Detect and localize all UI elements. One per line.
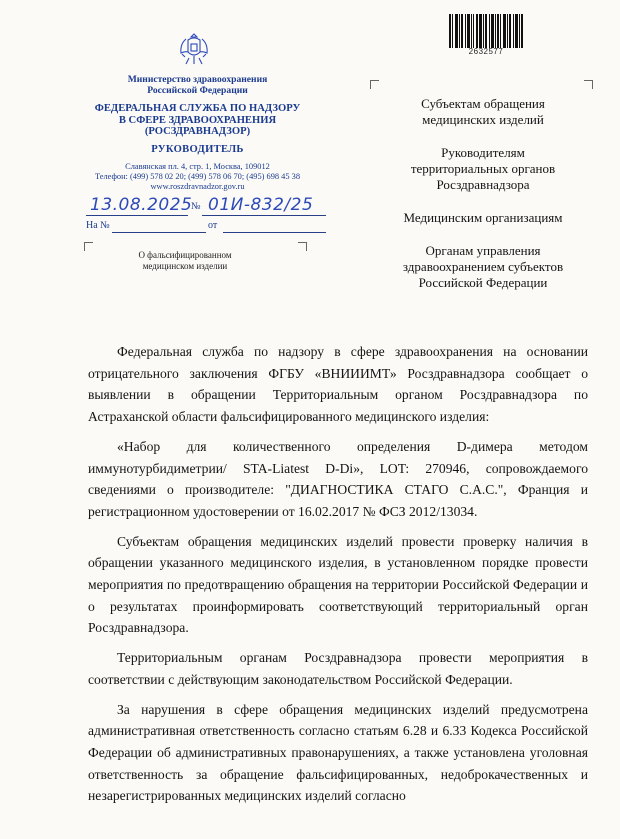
- addressee-bracket-left: [370, 80, 379, 89]
- addressee-line: медицинских изделий: [422, 112, 544, 127]
- body-paragraph-2: «Набор для количественного определения D-димера методом иммунотурбидиметрии/ STA-Liatest D-Di», LOT: 270946, сопровождаемого сведениями о производителе: "ДИАГНОСТИКА СТАГО С.А.С.", Франция и регистрационном удостоверении от 16.02.2017 № ФСЗ 2012/13034.: [88, 438, 588, 519]
- barcode: [449, 14, 523, 48]
- document-subject: [80, 250, 290, 272]
- handwritten-number: 01И-832/25: [208, 195, 314, 215]
- addressee-line: Российской Федерации: [418, 275, 548, 290]
- addressee-line: здравоохранением субъектов: [402, 259, 564, 274]
- service-line-2: В СФЕРЕ ЗДРАВООХРАНЕНИЯ: [118, 114, 277, 126]
- handwritten-date: 13.08.2025: [90, 195, 193, 215]
- body-paragraph-3: Субъектам обращения медицинских изделий провести проверку наличия в обращении указанного медицинского изделия, в установленном порядке провести мероприятия по предотвращению обращения на территории Российской Федерации и о результатах проинформировать соответствующий территориальный орган Росздравнадзора.: [88, 533, 588, 636]
- head-title: РУКОВОДИТЕЛЬ: [151, 143, 244, 155]
- service-name: [70, 103, 325, 138]
- barcode-number: 2632577: [468, 47, 504, 56]
- addressee-territorial-heads: [378, 145, 588, 193]
- address: Славянская пл. 4, стр. 1, Москва, 109012: [125, 161, 270, 171]
- addressee-medical-orgs: [378, 210, 588, 226]
- addressee-subjects: [378, 96, 588, 128]
- letterhead: [70, 74, 325, 192]
- website: www.roszdravnadzor.gov.ru: [150, 181, 245, 191]
- body-paragraph-4: Территориальным органам Росздравнадзора провести мероприятия в соответствии с действующим законодательством Российской Федерации.: [88, 650, 588, 687]
- addressee-line: Органам управления: [425, 243, 541, 258]
- addressee-line: Руководителям: [441, 145, 525, 160]
- reply-number-label: На №: [86, 220, 110, 231]
- addressee-line: Медицинским организациям: [403, 210, 563, 225]
- letter-body: [88, 341, 588, 815]
- registration-line: [86, 196, 326, 218]
- addressee-health-authorities: [378, 243, 588, 291]
- body-paragraph-5: За нарушения в сфере обращения медицинских изделий предусмотрена административная ответственность согласно статьям 6.28 и 6.33 Кодекса Российской Федерации об административных правонарушениях, а также установлена уголовная ответственность за обращение фальсифицированных, недоброкачественных и незарегистрированных медицинских изделий согласно: [88, 701, 588, 804]
- ministry-name: [70, 74, 325, 96]
- addressee-line: Субъектам обращения: [421, 96, 545, 111]
- addressee-block: [378, 96, 588, 308]
- subject-bracket-right: [298, 242, 307, 251]
- reply-from-label: от: [208, 220, 218, 231]
- addressee-line: Росздравнадзора: [436, 177, 530, 192]
- service-line-1: ФЕДЕРАЛЬНАЯ СЛУЖБА ПО НАДЗОРУ: [94, 103, 301, 114]
- phone: Телефон: (499) 578 02 20; (499) 578 06 70; (495) 698 45 38: [94, 171, 301, 181]
- ministry-line-1: Министерство здравоохранения: [127, 74, 268, 85]
- number-sign: №: [191, 201, 201, 212]
- coat-of-arms-emblem: [177, 30, 211, 70]
- body-paragraph-1: Федеральная служба по надзору в сфере здравоохранения на основании отрицательного заключения ФГБУ «ВНИИИМТ» Росздравнадзора сообщает о выявлении в обращении Территориальным органом Росздравнадзора по Астраханской области фальсифицированного медицинского изделия:: [88, 344, 588, 425]
- service-line-3: (РОСЗДРАВНАДЗОР): [144, 126, 251, 137]
- ministry-line-2: Российской Федерации: [147, 85, 248, 96]
- contacts-block: [70, 162, 325, 192]
- subject-line-1: О фальсифицированном: [138, 250, 232, 260]
- addressee-line: территориальных органов: [410, 161, 556, 176]
- reply-reference-line: [86, 220, 326, 234]
- addressee-bracket-right: [584, 80, 593, 89]
- subject-line-2: медицинском изделии: [142, 261, 228, 271]
